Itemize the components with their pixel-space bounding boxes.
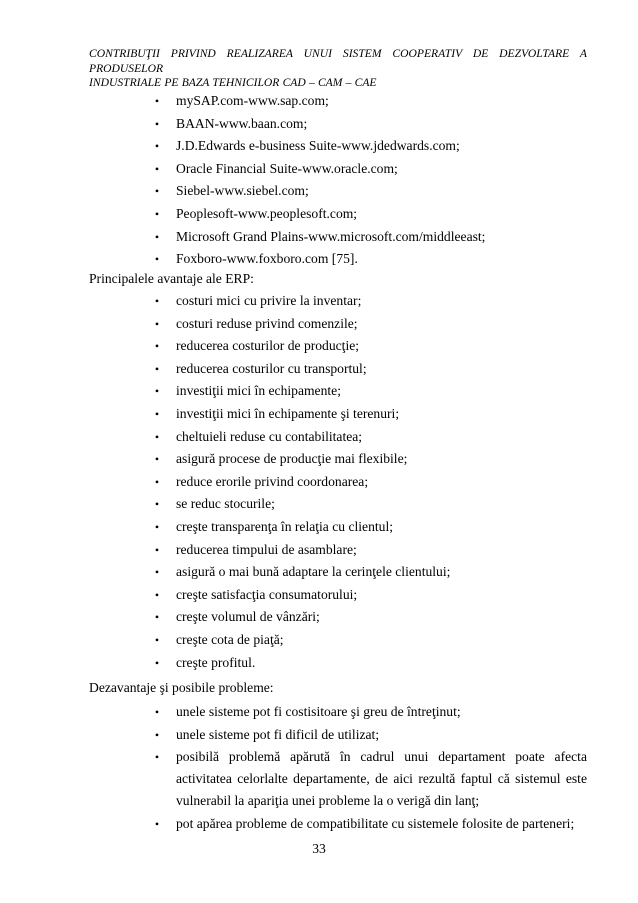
- disadvantages-heading: Dezavantaje şi posibile probleme:: [89, 680, 274, 695]
- page-number: 33: [312, 841, 326, 856]
- disadvantage-item: [150, 813, 587, 835]
- bullet-icon: •: [154, 520, 160, 534]
- bullet-icon: •: [154, 728, 160, 742]
- advantage-item: [150, 584, 587, 606]
- list-item-text: costuri mici cu privire la inventar;: [176, 293, 362, 308]
- list-item-text: unele sisteme pot fi costisitoare şi greu de întreţinut;: [176, 704, 461, 719]
- list-item-text: unele sisteme pot fi dificil de utilizat;: [176, 727, 380, 742]
- bullet-icon: •: [154, 362, 160, 376]
- erp-list-item: [150, 248, 587, 270]
- advantage-item: [150, 539, 587, 561]
- advantage-item: [150, 606, 587, 628]
- erp-list-item: [150, 180, 587, 202]
- bullet-icon: •: [154, 565, 160, 579]
- bullet-icon: •: [154, 610, 160, 624]
- advantage-item: [150, 448, 587, 470]
- bullet-icon: •: [154, 384, 160, 398]
- advantage-item: [150, 561, 587, 583]
- running-header: [89, 47, 587, 91]
- disadvantage-item: [150, 746, 587, 812]
- bullet-icon: •: [154, 497, 160, 511]
- list-item-text: reducerea timpului de asamblare;: [176, 542, 357, 557]
- list-item-text: asigură procese de producţie mai flexibile;: [176, 451, 408, 466]
- bullet-icon: •: [154, 117, 160, 131]
- advantage-item: [150, 426, 587, 448]
- bullet-icon: •: [154, 588, 160, 602]
- list-item-text: Siebel-www.siebel.com;: [176, 183, 309, 198]
- list-item-text: Peoplesoft-www.peoplesoft.com;: [176, 206, 358, 221]
- list-item-text: cheltuieli reduse cu contabilitatea;: [176, 429, 363, 444]
- list-item-text: reduce erorile privind coordonarea;: [176, 474, 369, 489]
- list-item-text: posibilă problemă apărută în cadrul unui departament poate afecta activitatea celorlalte departamente, de aici rezultă faptul că sistemul este vulnerabil la apariţia unei probleme la o verigă din lanţ;: [176, 749, 587, 808]
- header-line-2: INDUSTRIALE PE BAZA TEHNICILOR CAD – CAM – CAE: [89, 76, 377, 89]
- bullet-icon: •: [154, 452, 160, 466]
- list-item-text: investiţii mici în echipamente şi terenuri;: [176, 406, 400, 421]
- disadvantage-item: [150, 701, 587, 723]
- bullet-icon: •: [154, 475, 160, 489]
- advantage-item: [150, 629, 587, 651]
- erp-list-item: [150, 113, 587, 135]
- bullet-icon: •: [154, 817, 160, 831]
- bullet-icon: •: [154, 339, 160, 353]
- advantage-item: [150, 652, 587, 674]
- erp-list-item: [150, 203, 587, 225]
- list-item-text: investiţii mici în echipamente;: [176, 383, 341, 398]
- header-line-1: CONTRIBUŢII PRIVIND REALIZAREA UNUI SISTEM COOPERATIV DE DEZVOLTARE A PRODUSELOR: [89, 47, 587, 75]
- bullet-icon: •: [154, 705, 160, 719]
- list-item-text: pot apărea probleme de compatibilitate cu sistemele folosite de parteneri;: [176, 816, 575, 831]
- disadvantage-item: [150, 724, 587, 746]
- list-item-text: creşte cota de piaţă;: [176, 632, 284, 647]
- bullet-icon: •: [154, 317, 160, 331]
- list-item-text: J.D.Edwards e-business Suite-www.jdedwards.com;: [176, 138, 460, 153]
- advantage-item: [150, 516, 587, 538]
- advantage-item: [150, 471, 587, 493]
- bullet-icon: •: [154, 294, 160, 308]
- erp-list-item: [150, 226, 587, 248]
- erp-list-item: [150, 158, 587, 180]
- advantage-item: [150, 358, 587, 380]
- list-item-text: creşte volumul de vânzări;: [176, 609, 320, 624]
- bullet-icon: •: [154, 633, 160, 647]
- bullet-icon: •: [154, 430, 160, 444]
- bullet-icon: •: [154, 230, 160, 244]
- bullet-icon: •: [154, 543, 160, 557]
- list-item-text: mySAP.com-www.sap.com;: [176, 93, 329, 108]
- list-item-text: creşte profitul.: [176, 655, 256, 670]
- list-item-text: costuri reduse privind comenzile;: [176, 316, 358, 331]
- advantage-item: [150, 290, 587, 312]
- bullet-icon: •: [154, 94, 160, 108]
- list-item-text: reducerea costurilor cu transportul;: [176, 361, 367, 376]
- list-item-text: creşte transparenţa în relaţia cu clientul;: [176, 519, 394, 534]
- list-item-text: creşte satisfacţia consumatorului;: [176, 587, 358, 602]
- advantage-item: [150, 493, 587, 515]
- bullet-icon: •: [154, 162, 160, 176]
- advantage-item: [150, 313, 587, 335]
- erp-list-item: [150, 135, 587, 157]
- advantage-item: [150, 403, 587, 425]
- bullet-icon: •: [154, 407, 160, 421]
- bullet-icon: •: [154, 184, 160, 198]
- bullet-icon: •: [154, 750, 160, 764]
- list-item-text: Foxboro-www.foxboro.com [75].: [176, 251, 358, 266]
- advantage-item: [150, 380, 587, 402]
- list-item-text: Microsoft Grand Plains-www.microsoft.com/middleeast;: [176, 229, 486, 244]
- erp-list-item: [150, 90, 587, 112]
- bullet-icon: •: [154, 252, 160, 266]
- advantage-item: [150, 335, 587, 357]
- bullet-icon: •: [154, 139, 160, 153]
- list-item-text: reducerea costurilor de producţie;: [176, 338, 360, 353]
- list-item-text: Oracle Financial Suite-www.oracle.com;: [176, 161, 398, 176]
- list-item-text: BAAN-www.baan.com;: [176, 116, 308, 131]
- list-item-text: asigură o mai bună adaptare la cerinţele clientului;: [176, 564, 451, 579]
- list-item-text: se reduc stocurile;: [176, 496, 275, 511]
- bullet-icon: •: [154, 207, 160, 221]
- bullet-icon: •: [154, 656, 160, 670]
- advantages-heading: Principalele avantaje ale ERP:: [89, 271, 254, 286]
